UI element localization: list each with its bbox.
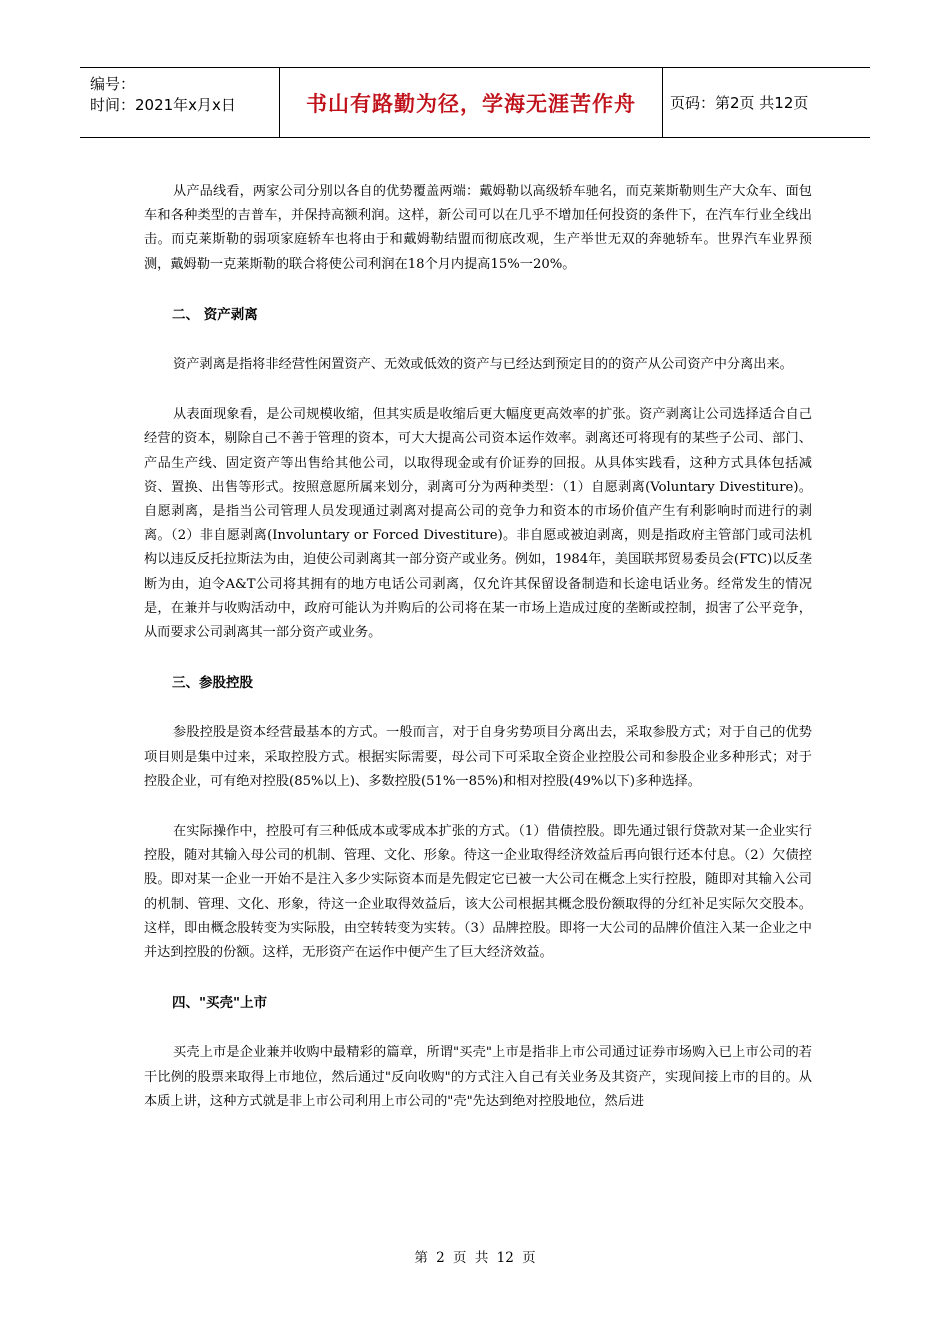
header-page-info: 页码：第2页 共12页 bbox=[670, 94, 809, 112]
section-heading-shell-listing: 四、"买壳"上市 bbox=[172, 995, 268, 1012]
page-header bbox=[80, 67, 870, 138]
header-meta bbox=[80, 68, 280, 137]
paragraph-shell-listing: 买壳上市是企业兼并收购中最精彩的篇章，所谓"买壳"上市是指非上市公司通过证券市场购入已上市公司的若干比例的股票来取得上市地位，然后通过"反向收购"的方式注入自己有关业务及其资产，实现间接上市的目的。从本质上讲，这种方式就是非上市公司利用上市公司的"壳"先达到绝对控股地位，然后进 bbox=[144, 1045, 812, 1109]
paragraph-divestiture-definition: 资产剥离是指将非经营性闲置资产、无效或低效的资产与已经达到预定目的的资产从公司资产中分离出来。 bbox=[173, 357, 793, 373]
header-motto: 书山有路勤为径，学海无涯苦作舟 bbox=[280, 68, 663, 137]
section-heading-equity-control: 三、参股控股 bbox=[172, 675, 253, 692]
page-footer: 第 2 页 共 12 页 bbox=[414, 1250, 536, 1266]
paragraph-equity-control: 参股控股是资本经营最基本的方式。一般而言，对于自身劣势项目分离出去，采取参股方式；对于自己的优势项目则是集中过来，采取控股方式。根据实际需要，母公司下可采取全资企业控股公司和参股企业多种形式；对于控股企业，可有绝对控股(85%以上)、多数控股(51%一85%)和相对控股(49%以下)多种选择。 bbox=[144, 725, 812, 789]
paragraph-divestiture-types: 从表面现象看，是公司规模收缩，但其实质是收缩后更大幅度更高效率的扩张。资产剥离让公司选择适合自己经营的资本，剔除自己不善于管理的资本，可大大提高公司资本运作效率。剥离还可将现有的某些子公司、部门、产品生产线、固定资产等出售给其他公司，以取得现金或有价证券的回报。从具体实践看，这种方式具体包括减资、置换、出售等形式。按照意愿所属来划分，剥离可分为两种类型：（1）自愿剥离(Voluntary Divestiture)。自愿剥离，是指当公司管理人员发现通过剥离对提高公司的竞争力和资本的市场价值产生有利影响时而进行的剥离。（2）非自愿剥离(Involuntary or Forced Divestiture)。非自愿或被迫剥离，则是指政府主管部门或司法机构以违反反托拉斯法为由，迫使公司剥离其一部分资产或业务。例如，1984年，美国联邦贸易委员会(FTC)以反垄断为由，迫令A&T公司将其拥有的地方电话公司剥离，仅允许其保留设备制造和长途电话业务。经常发生的情况是，在兼并与收购活动中，政府可能认为并购后的公司将在某一市场上造成过度的垄断或控制，损害了公平竞争，从而要求公司剥离其一部分资产或业务。 bbox=[144, 407, 812, 641]
section-heading-asset-divestiture: 二、 资产剥离 bbox=[172, 306, 258, 323]
paragraph-product-line: 从产品线看，两家公司分别以各自的优势覆盖两端：戴姆勒以高级轿车驰名，而克莱斯勒则生产大众车、面包车和各种类型的吉普车，并保持高额利润。这样，新公司可以在几乎不增加任何投资的条件下，在汽车行业全线出击。而克莱斯勒的弱项家庭轿车也将由于和戴姆勒结盟而彻底改观，生产举世无双的奔驰轿车。世界汽车业界预测，戴姆勒一克莱斯勒的联合将使公司利润在18个月内提高15%一20%。 bbox=[144, 184, 812, 272]
document-body bbox=[144, 180, 812, 1140]
date-label: 时间：2021年x月x日 bbox=[90, 96, 236, 114]
paragraph-control-methods: 在实际操作中，控股可有三种低成本或零成本扩张的方式。（1）借债控股。即先通过银行贷款对某一企业实行控股，随对其输入母公司的机制、管理、文化、形象。待这一企业取得经济效益后再向银行还本付息。（2）欠债控股。即对某一企业一开始不是注入多少实际资本而是先假定它已被一大公司在概念上实行控股，随即对其输入公司的机制、管理、文化、形象，待这一企业取得效益后，该大公司根据其概念股份额取得的分红补足实际欠交股本。这样，即由概念股转变为实际股，由空转转变为实转。（3）品牌控股。即将一大公司的品牌价值注入某一企业之中并达到控股的份额。这样，无形资产在运作中便产生了巨大经济效益。 bbox=[144, 824, 812, 961]
number-label: 编号： bbox=[90, 75, 136, 93]
